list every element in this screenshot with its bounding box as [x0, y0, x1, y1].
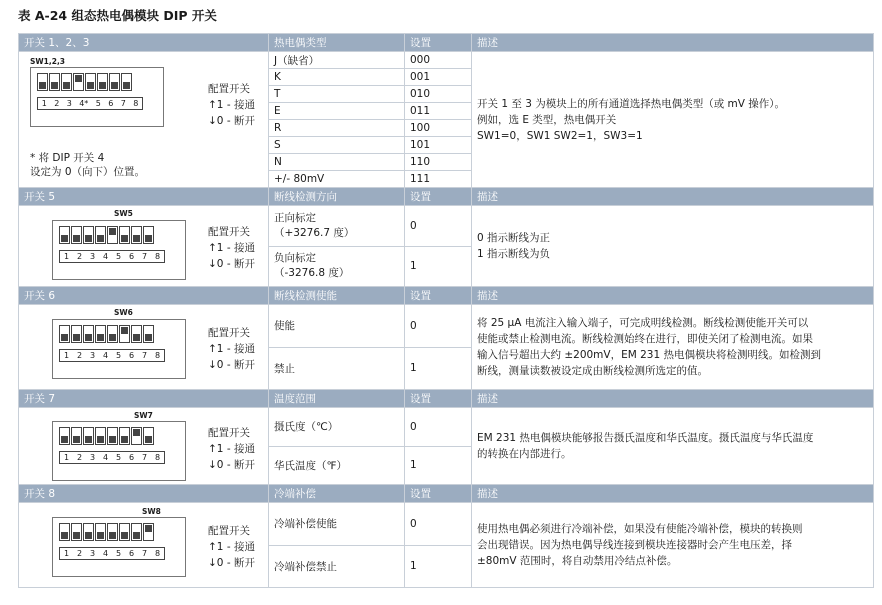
setting-cell: 101 [405, 137, 472, 154]
lever [107, 325, 118, 343]
switch-label: SW5 [114, 209, 133, 218]
lever [95, 523, 106, 541]
setting-cell: 111 [405, 171, 472, 188]
switch-label: SW7 [134, 411, 153, 420]
lever [71, 226, 82, 244]
lever [97, 73, 108, 91]
lever [143, 226, 154, 244]
switch-numbers: 1 2 3 4 5 6 7 8 [59, 349, 165, 362]
switch-diagram-cell [19, 206, 269, 287]
header-type: 冷端补偿 [269, 485, 405, 503]
setting-cell: 0 [405, 206, 472, 247]
lever [131, 325, 142, 343]
header-setting: 设置 [405, 485, 472, 503]
setting-cell: 011 [405, 103, 472, 120]
lever [131, 427, 142, 445]
header-type: 断线检测使能 [269, 287, 405, 305]
config-legend: 配置开关 ↑1 - 接通 ↓0 - 断开 [208, 525, 255, 569]
type-cell: T [269, 86, 405, 103]
type-cell: R [269, 120, 405, 137]
lever [95, 226, 106, 244]
config-legend: 配置开关 ↑1 - 接通 ↓0 - 断开 [208, 226, 255, 270]
lever [109, 73, 120, 91]
header-switch: 开关 1、2、3 [19, 34, 269, 52]
setting-cell: 1 [405, 446, 472, 485]
lever [143, 523, 154, 541]
setting-cell: 010 [405, 86, 472, 103]
header-type: 断线检测方向 [269, 188, 405, 206]
switch-numbers: 1 2 3 4* 5 6 7 8 [37, 97, 143, 110]
type-cell: 华氏温度（℉） [269, 446, 405, 485]
switch-levers [59, 325, 154, 343]
switch-diagram-cell [19, 503, 269, 588]
type-cell: 使能 [269, 305, 405, 348]
config-legend: 配置开关 ↑1 - 接通 ↓0 - 断开 [208, 427, 255, 471]
lever [61, 73, 72, 91]
lever [107, 226, 118, 244]
section-header [19, 287, 874, 305]
description-cell: EM 231 热电偶模块能够报告摄氏温度和华氏温度。摄氏温度与华氏温度 的转换在内部进行。 [472, 408, 874, 485]
header-setting: 设置 [405, 390, 472, 408]
lever [73, 73, 84, 91]
section-header [19, 34, 874, 52]
type-cell: J（缺省） [269, 52, 405, 69]
header-type: 温度范围 [269, 390, 405, 408]
lever [59, 226, 70, 244]
setting-cell: 000 [405, 52, 472, 69]
dip-switch-icon [52, 421, 186, 481]
switch-diagram-cell [19, 408, 269, 485]
description-cell: 使用热电偶必须进行冷端补偿，如果没有使能冷端补偿，模块的转换则 会出现错误。因为热电偶导线连接到模块连接器时会产生电压差，择 ±80mV 范围时，将自动禁用冷结点补偿。 [472, 503, 874, 588]
lever [83, 325, 94, 343]
header-description: 描述 [472, 390, 874, 408]
setting-cell: 1 [405, 545, 472, 588]
setting-cell: 110 [405, 154, 472, 171]
section-header [19, 390, 874, 408]
lever [143, 325, 154, 343]
section-header [19, 188, 874, 206]
dip-switch-icon [52, 517, 186, 577]
switch-numbers: 1 2 3 4 5 6 7 8 [59, 451, 165, 464]
switch-label: SW1,2,3 [30, 56, 66, 66]
lever [121, 73, 132, 91]
setting-cell: 100 [405, 120, 472, 137]
switch-levers [37, 73, 132, 91]
dip-switch-icon [30, 67, 164, 127]
header-description: 描述 [472, 485, 874, 503]
switch-numbers: 1 2 3 4 5 6 7 8 [59, 547, 165, 560]
header-type: 热电偶类型 [269, 34, 405, 52]
lever [37, 73, 48, 91]
description-cell: 将 25 μA 电流注入输入端子，可完成明线检测。断线检测使能开关可以 使能或禁止检测电流。断线检测始终在进行，即使关闭了检测电流。如果 输入信号超出大约 ±200mV，EM 231 热电偶模块将检测明线。如检测到 断线，测量读数被设定成由断线检测所选定的值。 [472, 305, 874, 390]
header-switch: 开关 6 [19, 287, 269, 305]
setting-cell: 0 [405, 408, 472, 447]
lever [119, 226, 130, 244]
switch-label: SW8 [142, 507, 161, 516]
lever [59, 427, 70, 445]
switch-numbers: 1 2 3 4 5 6 7 8 [59, 250, 165, 263]
section-header [19, 485, 874, 503]
header-setting: 设置 [405, 34, 472, 52]
type-cell: S [269, 137, 405, 154]
type-cell: E [269, 103, 405, 120]
lever [95, 325, 106, 343]
description-cell: 0 指示断线为正 1 指示断线为负 [472, 206, 874, 287]
switch-label: SW6 [114, 308, 133, 317]
lever [95, 427, 106, 445]
type-cell: 正向标定 （+3276.7 度） [269, 206, 405, 247]
lever [71, 325, 82, 343]
header-description: 描述 [472, 188, 874, 206]
type-cell: 禁止 [269, 347, 405, 390]
setting-cell: 0 [405, 305, 472, 348]
lever [71, 427, 82, 445]
header-description: 描述 [472, 287, 874, 305]
config-legend: 配置开关 ↑1 - 接通 ↓0 - 断开 [208, 82, 255, 127]
lever [83, 523, 94, 541]
dip-switch-icon [52, 220, 186, 280]
switch-diagram-cell [19, 52, 269, 188]
type-cell: 冷端补偿禁止 [269, 545, 405, 588]
type-cell: N [269, 154, 405, 171]
lever [107, 523, 118, 541]
lever [131, 523, 142, 541]
description-cell: 开关 1 至 3 为模块上的所有通道选择热电偶类型（或 mV 操作）。 例如，选 E 类型，热电偶开关 SW1=0，SW1 SW2=1，SW3=1 [472, 52, 874, 188]
lever [85, 73, 96, 91]
header-switch: 开关 7 [19, 390, 269, 408]
setting-cell: 1 [405, 347, 472, 390]
lever [83, 427, 94, 445]
dip-switch-table [18, 33, 874, 588]
type-cell: 负向标定 （-3276.8 度） [269, 246, 405, 287]
setting-cell: 1 [405, 246, 472, 287]
table-caption: 表 A-24 组态热电偶模块 DIP 开关 [18, 8, 217, 23]
setting-cell: 0 [405, 503, 472, 546]
header-description: 描述 [472, 34, 874, 52]
lever [59, 523, 70, 541]
setting-cell: 001 [405, 69, 472, 86]
config-legend: 配置开关 ↑1 - 接通 ↓0 - 断开 [208, 327, 255, 371]
type-cell: 冷端补偿使能 [269, 503, 405, 546]
lever [107, 427, 118, 445]
dip-switch-icon [52, 319, 186, 379]
header-setting: 设置 [405, 287, 472, 305]
type-cell: +/- 80mV [269, 171, 405, 188]
type-cell: 摄氏度（℃） [269, 408, 405, 447]
header-setting: 设置 [405, 188, 472, 206]
header-switch: 开关 5 [19, 188, 269, 206]
switch-levers [59, 523, 154, 541]
switch-levers [59, 226, 154, 244]
lever [119, 325, 130, 343]
lever [119, 523, 130, 541]
header-switch: 开关 8 [19, 485, 269, 503]
type-cell: K [269, 69, 405, 86]
lever [83, 226, 94, 244]
lever [143, 427, 154, 445]
switch-note: * 将 DIP 开关 4 设定为 0（向下）位置。 [30, 151, 146, 178]
lever [131, 226, 142, 244]
lever [49, 73, 60, 91]
lever [71, 523, 82, 541]
switch-diagram-cell [19, 305, 269, 390]
lever [119, 427, 130, 445]
lever [59, 325, 70, 343]
switch-levers [59, 427, 154, 445]
